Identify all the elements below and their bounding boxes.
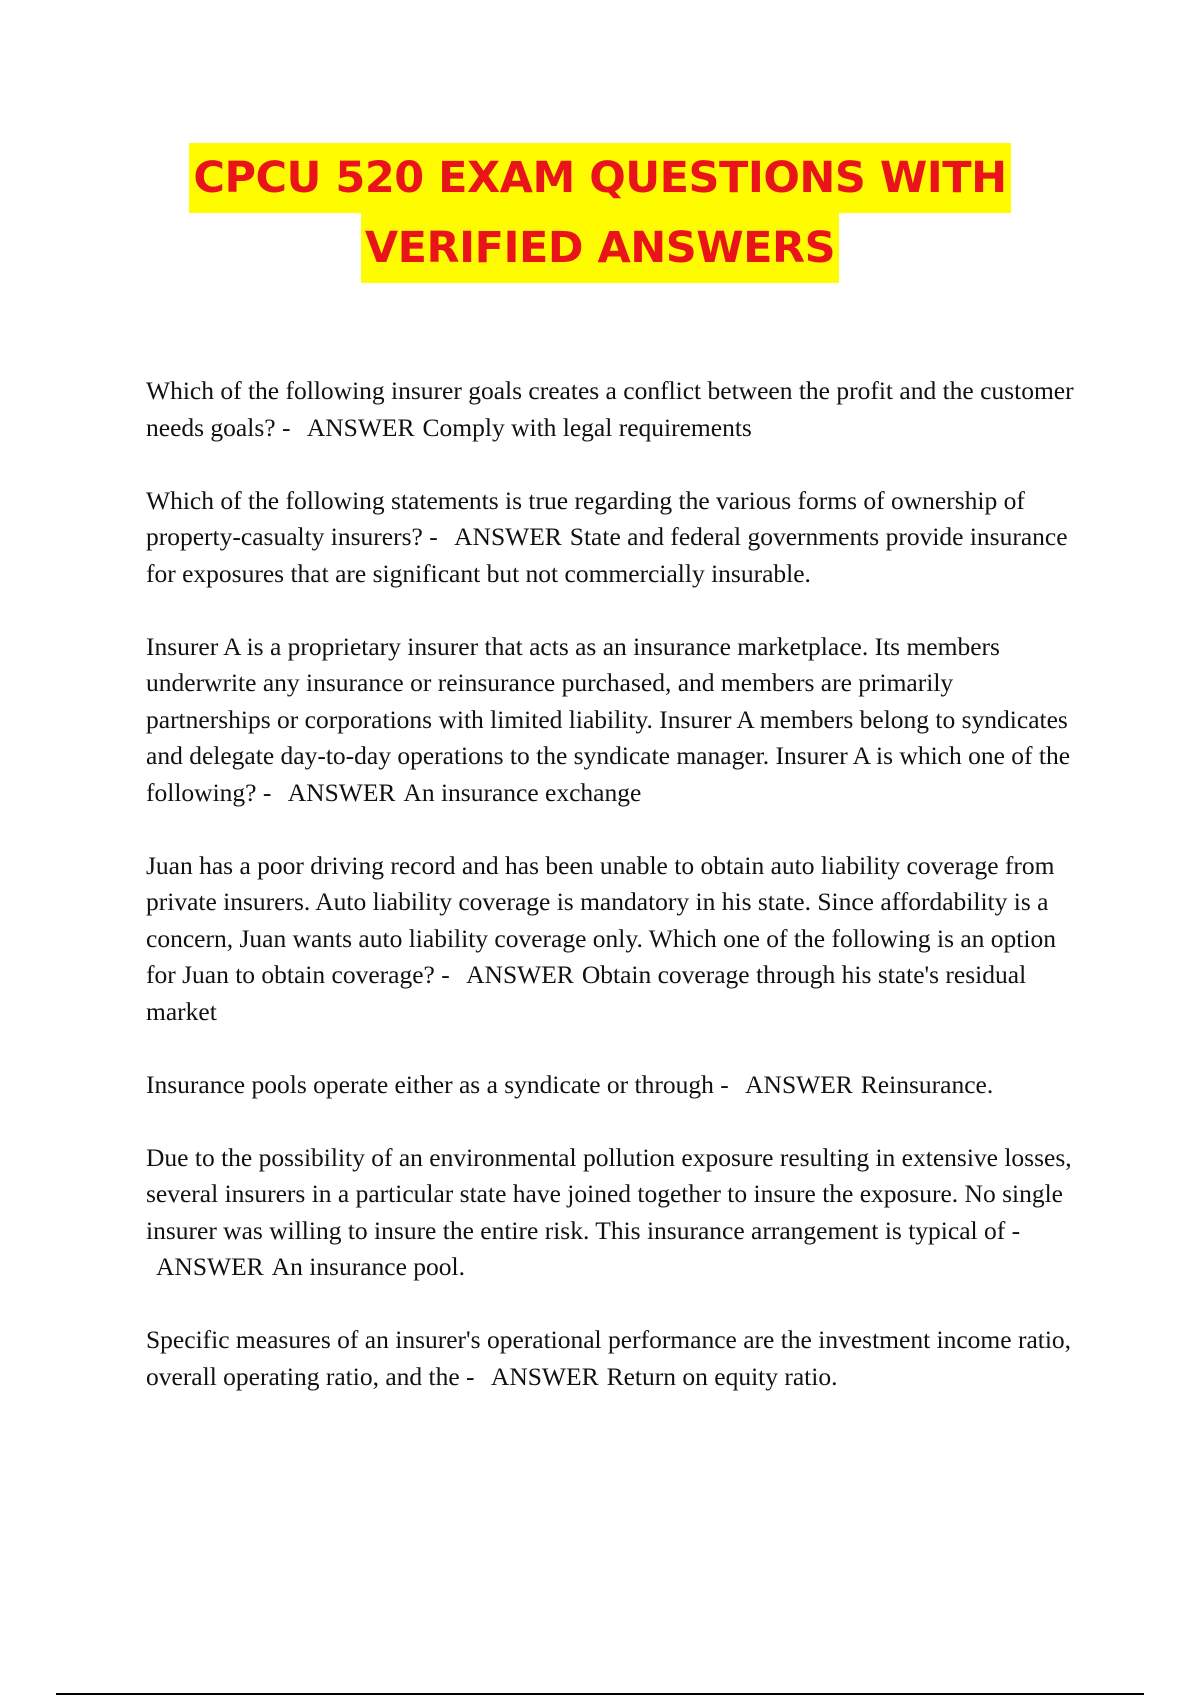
qa-item — [146, 629, 1076, 812]
question-text: Which of the following insurer goals creates a conflict between the profit and the customer needs goals? — [146, 376, 1074, 442]
question-text: Which of the following statements is true regarding the various forms of ownership of property-casualty insurers? — [146, 485, 1025, 551]
answer-label: ANSWER — [306, 412, 415, 442]
title-line-1: CPCU 520 EXAM QUESTIONS WITH — [189, 143, 1010, 213]
answer-text: Obtain coverage through his state's residual market — [146, 960, 1027, 1026]
question-text: Due to the possibility of an environmental pollution exposure resulting in extensive losses, several insurers in a particular state have joined together to insure the exposure. No single insurer was willing to insure the entire risk. This insurance arrangement is typical of — [146, 1142, 1072, 1245]
answer-text: State and federal governments provide insurance for exposures that are significant but not commercially insurable. — [146, 522, 1068, 588]
answer-text: Reinsurance. — [860, 1069, 994, 1099]
question-text: Insurance pools operate either as a syndicate or through — [146, 1069, 714, 1099]
answer-label: ANSWER — [490, 1361, 599, 1391]
title-line-2: VERIFIED ANSWERS — [361, 213, 839, 283]
answer-text: An insurance pool. — [271, 1252, 466, 1281]
document-title — [0, 143, 1200, 283]
answer-label: ANSWER — [745, 1069, 853, 1099]
answer-label: ANSWER — [454, 522, 562, 551]
qa-item — [146, 848, 1076, 1031]
answer-text: Return on equity ratio. — [606, 1361, 838, 1391]
separator: - — [713, 1069, 736, 1099]
qa-item — [146, 1322, 1076, 1395]
separator: - — [422, 522, 445, 551]
qa-list — [146, 373, 1076, 1432]
separator: - — [459, 1361, 481, 1391]
separator: - — [1005, 1215, 1021, 1245]
answer-text: An insurance exchange — [403, 777, 642, 807]
question-text: Specific measures of an insurer's operational performance are the investment income ratio, overall operating ratio, and the — [146, 1325, 1072, 1391]
answer-label: ANSWER — [466, 960, 574, 989]
separator: - — [434, 960, 457, 989]
separator: - — [256, 777, 278, 807]
question-text: Juan has a poor driving record and has been unable to obtain auto liability coverage from private insurers. Auto liability coverage is mandatory in his state. Since affordability is a concern, Juan wants auto liability coverage only. Which one of the following is an option for Juan to obtain coverage? — [146, 850, 1056, 989]
qa-item — [146, 1140, 1076, 1286]
answer-label: ANSWER — [287, 777, 396, 807]
page-bottom-rule — [56, 1693, 1144, 1695]
qa-item — [146, 373, 1076, 446]
qa-item — [146, 483, 1076, 593]
qa-item — [146, 1067, 1076, 1104]
separator: - — [275, 412, 297, 442]
answer-label: ANSWER — [156, 1252, 264, 1281]
question-text: Insurer A is a proprietary insurer that acts as an insurance marketplace. Its members underwrite any insurance or reinsurance purchased, and members are primarily partnerships or corporations with limited liability. Insurer A members belong to syndicates and delegate day-to-day operations to the syndicate manager. Insurer A is which one of the following? — [146, 631, 1071, 807]
answer-text: Comply with legal requirements — [422, 412, 752, 442]
